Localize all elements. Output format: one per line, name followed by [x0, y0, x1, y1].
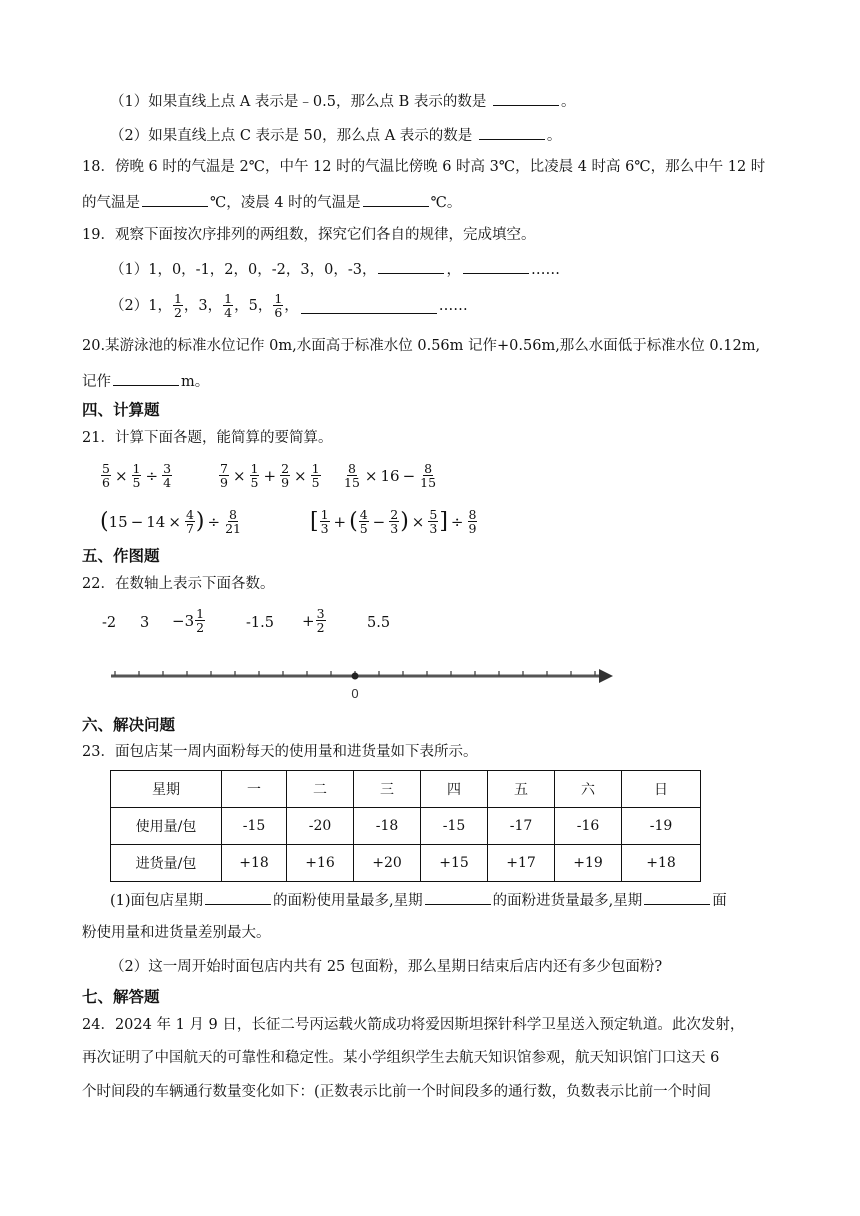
answer-blank[interactable]: [463, 258, 529, 274]
section-heading: 六、解决问题: [82, 716, 176, 734]
number-line-axis: [111, 669, 613, 683]
number-item: 5.5: [367, 615, 391, 631]
section-heading: 七、解答题: [82, 988, 160, 1006]
q20-line2: 记作 m。: [82, 370, 209, 392]
number-item: + $\frac{3}{2}$: [302, 606, 325, 635]
q19-sub1: （1）1，0，-1，2，0，-2，3，0，-3， ， ……: [110, 258, 560, 280]
answer-blank[interactable]: [363, 191, 429, 207]
math-expression: $\frac{8}{15}$ × 16 − $\frac{8}{15}$: [344, 461, 437, 490]
q17-sub2: （2）如果直线上点 C 表示是 50，那么点 A 表示的数是 。: [110, 124, 561, 146]
math-expression: ( 15 − 14 × $\frac{4}{7}$ ) ÷ $\frac{8}{21}$: [100, 507, 241, 536]
answer-blank[interactable]: [479, 124, 545, 140]
q19-sub2: （2）1， $\frac{1}{2}$ ，3， $\frac{1}{4}$ ，5， $\frac{1}{6}$ ， ……: [110, 291, 468, 320]
zero-label: 0: [351, 686, 359, 701]
table-row: 使用量/包 -15 -20 -18 -15 -17 -16 -19: [111, 808, 701, 845]
q23-stem: 23．面包店某一周内面粉每天的使用量和进货量如下表所示。: [82, 744, 478, 760]
q24-line2: 再次证明了中国航天的可靠性和稳定性。某小学组织学生去航天知识馆参观，航天知识馆门口这天 6: [82, 1050, 720, 1066]
q23-sub1: (1)面包店星期 的面粉使用量最多,星期 的面粉进货量最多,星期 面: [110, 889, 727, 911]
number-item: -2: [102, 615, 117, 631]
section-heading: 五、作图题: [82, 547, 160, 565]
answer-blank[interactable]: [644, 889, 710, 905]
flour-table: [110, 770, 701, 882]
answer-blank[interactable]: [205, 889, 271, 905]
q21-stem: 21．计算下面各题，能简算的要简算。: [82, 430, 333, 446]
table-row: 进货量/包 +18 +16 +20 +15 +17 +19 +18: [111, 845, 701, 882]
answer-blank[interactable]: [301, 298, 437, 314]
math-expression: $\frac{7}{9}$ × $\frac{1}{5}$ + $\frac{2}{9}$ × $\frac{1}{5}$: [220, 461, 320, 490]
q20-line1: 20.某游泳池的标准水位记作 0m,水面高于标准水位 0.56m 记作+0.56m,那么水面低于标准水位 0.12m,: [82, 338, 761, 354]
q18-line2: 的气温是 ℃，凌晨 4 时的气温是 ℃。: [82, 191, 461, 213]
section-heading: 四、计算题: [82, 401, 160, 419]
q23-sub2: （2）这一周开始时面包店内共有 25 包面粉，那么星期日结束后店内还有多少包面粉?: [110, 959, 663, 975]
q22-stem: 22．在数轴上表示下面各数。: [82, 576, 275, 592]
q24-line3: 个时间段的车辆通行数量变化如下：(正数表示比前一个时间段多的通行数，负数表示比前一个时间: [82, 1084, 712, 1100]
origin-dot: [352, 673, 359, 680]
q18-line1: 18．傍晚 6 时的气温是 2℃，中午 12 时的气温比傍晚 6 时高 3℃，比凌晨 4 时高 6℃，那么中午 12 时: [82, 159, 766, 175]
answer-blank[interactable]: [142, 191, 208, 207]
number-item: -1.5: [246, 615, 274, 631]
fraction: $\frac{1}{6}$: [274, 291, 283, 320]
answer-blank[interactable]: [378, 258, 444, 274]
answer-blank[interactable]: [425, 889, 491, 905]
q19-stem: 19．观察下面按次序排列的两组数，探究它们各自的规律，完成填空。: [82, 227, 536, 243]
number-item: 3: [140, 615, 150, 631]
number-item: −3 $\frac{1}{2}$: [172, 606, 205, 635]
q23-sub1-line2: 粉使用量和进货量差别最大。: [82, 925, 271, 941]
fraction: $\frac{1}{2}$: [173, 291, 182, 320]
answer-blank[interactable]: [493, 90, 559, 106]
q24-line1: 24．2024 年 1 月 9 日，长征二号丙运载火箭成功将爱因斯坦探针科学卫星送入预定轨道。此次发射，: [82, 1017, 745, 1033]
answer-blank[interactable]: [113, 370, 179, 386]
number-line[interactable]: [105, 660, 620, 705]
fraction: $\frac{1}{4}$: [224, 291, 233, 320]
q17-sub1: （1）如果直线上点 A 表示是﹣0.5，那么点 B 表示的数是 。: [110, 90, 575, 112]
arrow-icon: [599, 669, 613, 683]
math-expression: $\frac{5}{6}$ × $\frac{1}{5}$ ÷ $\frac{3}{4}$: [102, 461, 172, 490]
table-row: 星期 一 二 三 四 五 六 日: [111, 771, 701, 808]
math-expression: [ $\frac{1}{3}$ + ( $\frac{4}{5}$ − $\frac{2}{3}$ ) × $\frac{5}{3}$ ] ÷ $\frac{8}{9}$: [310, 507, 477, 536]
